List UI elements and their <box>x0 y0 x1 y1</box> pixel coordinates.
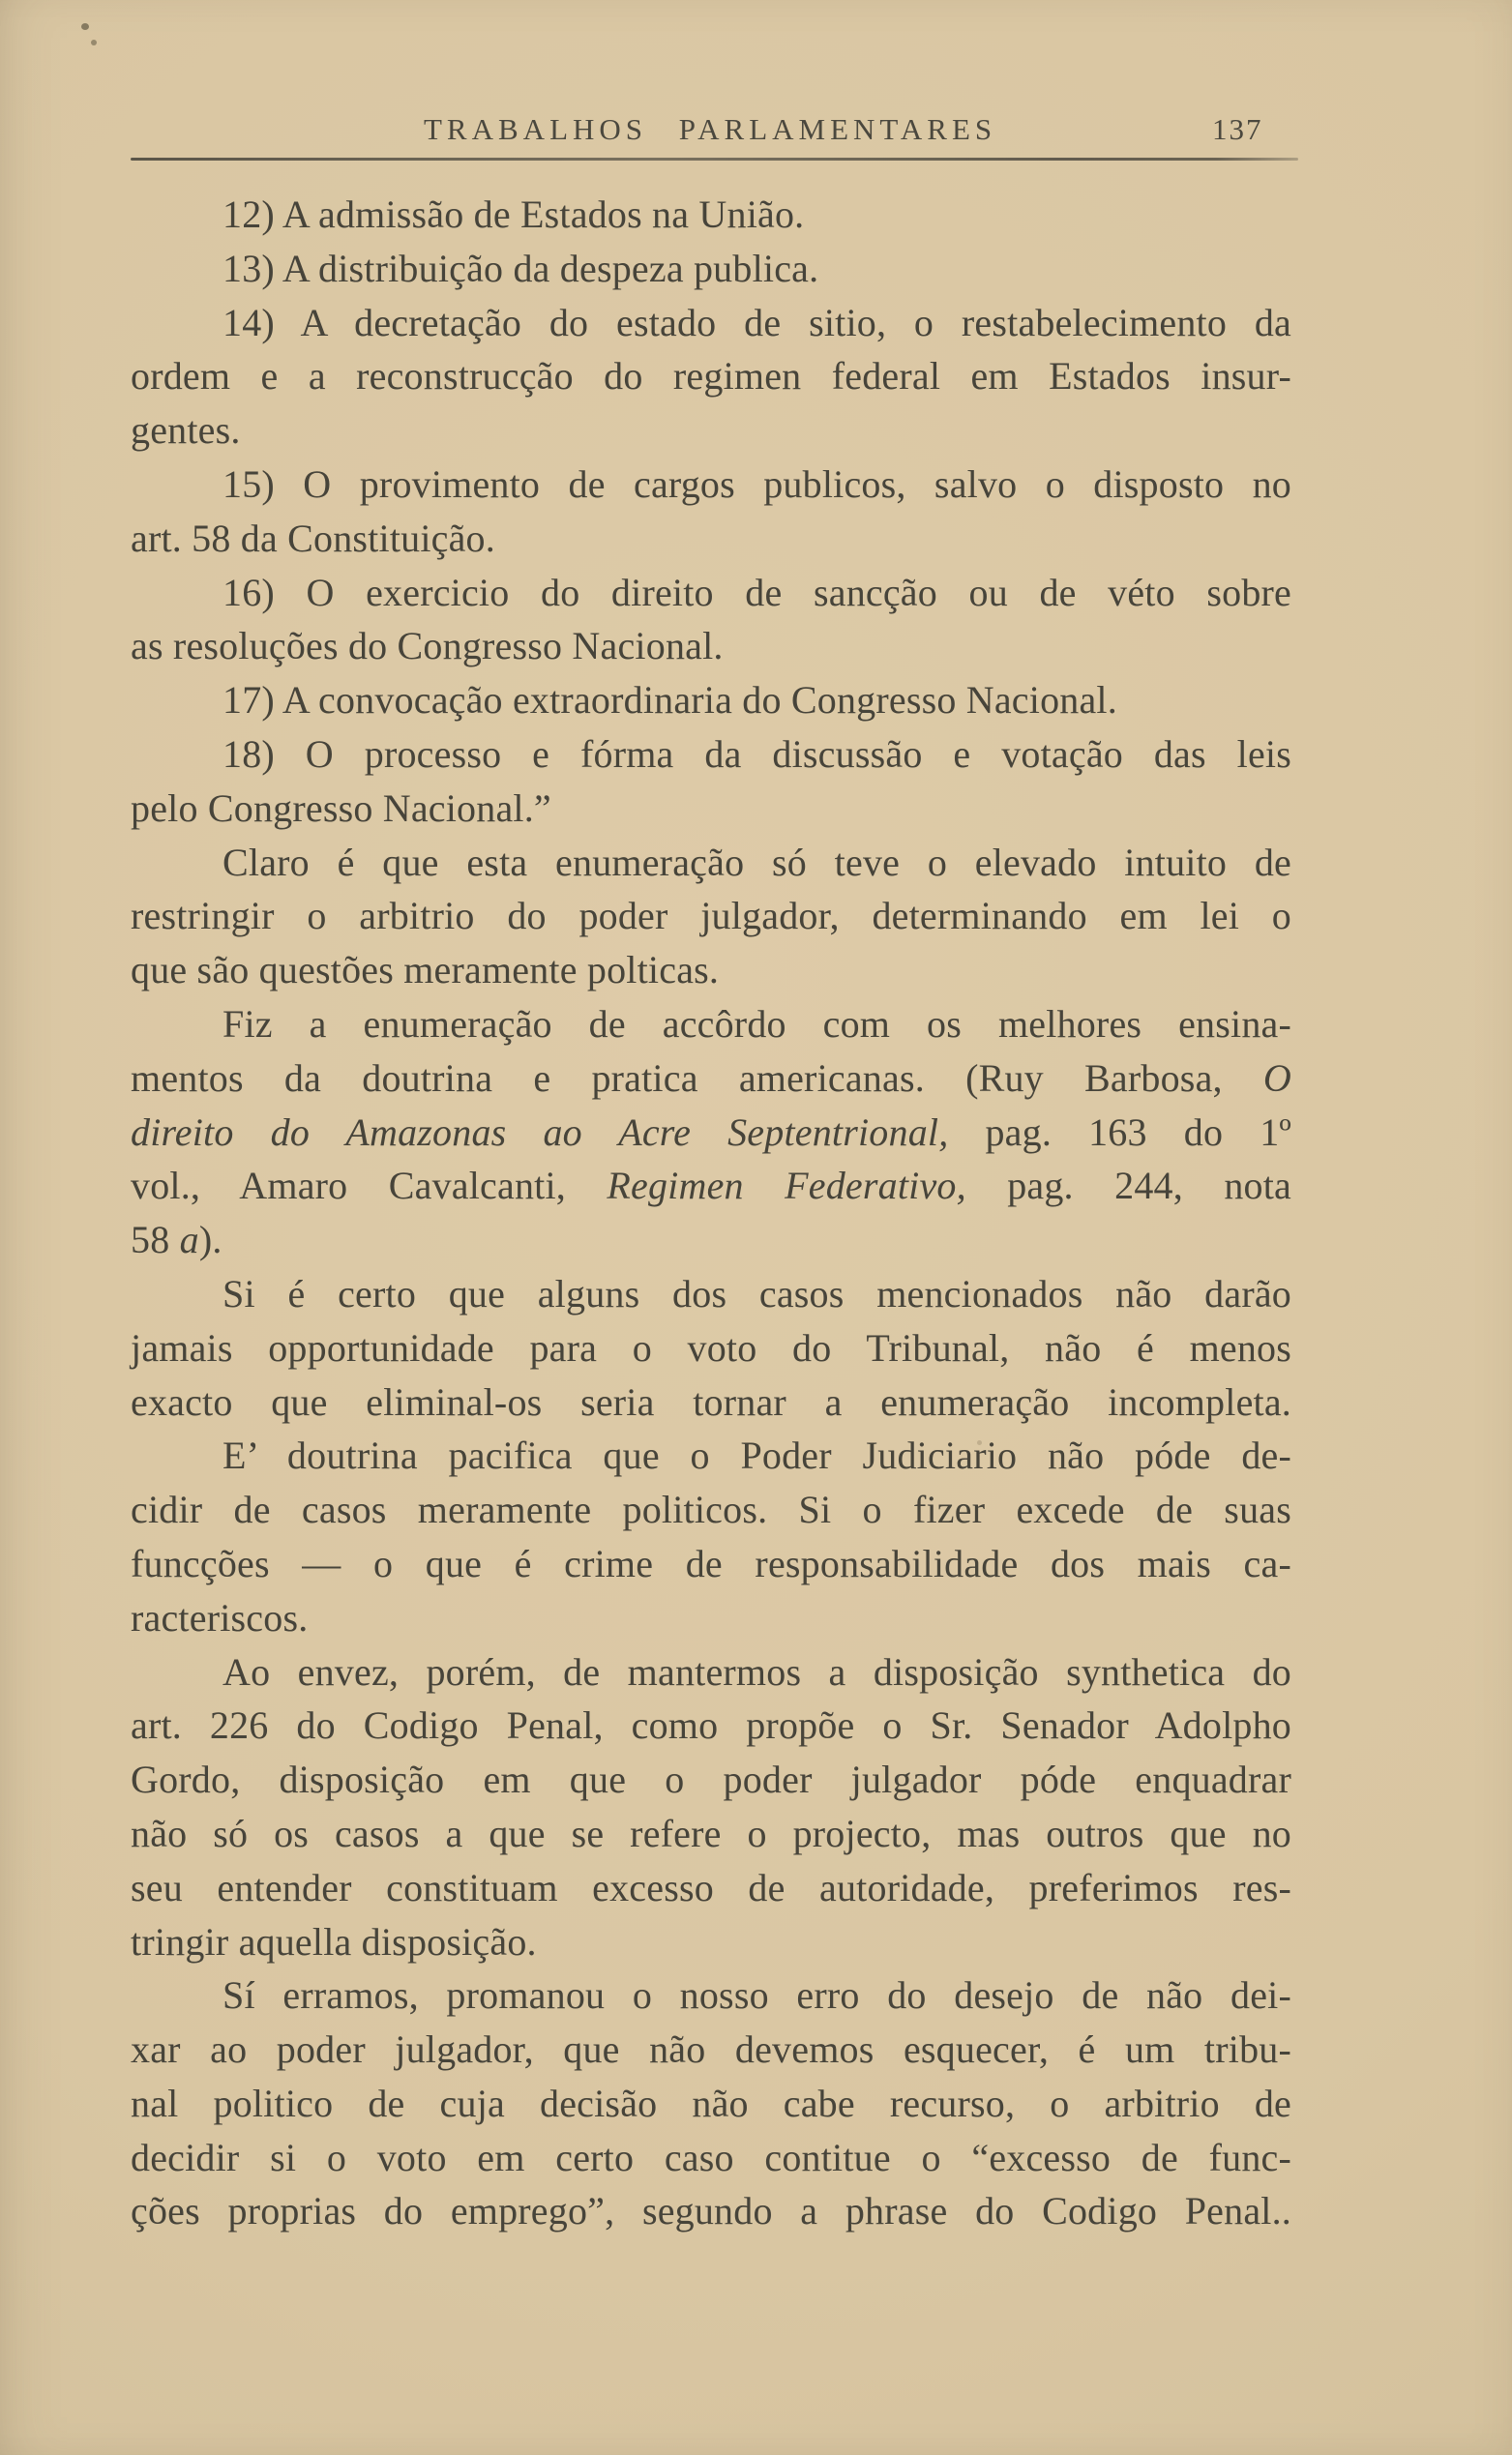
text-line: que são questões meramente polticas. <box>131 948 720 992</box>
paragraph <box>131 1968 1291 2238</box>
text-line: jamais opportunidade para o voto do Tribunal, não é menos <box>131 1325 1291 1370</box>
paragraph <box>131 458 1291 566</box>
text-line: art. 58 da Constituição. <box>131 516 495 560</box>
text-line: Ao envez, porém, de mantermos a disposição synthetica do <box>222 1649 1291 1694</box>
text-line: ordem e a reconstrucção do regimen federal em Estados insur- <box>131 354 1291 399</box>
text-line: seu entender constituam excesso de autoridade, preferimos res- <box>131 1865 1291 1909</box>
text-line: vol., Amaro Cavalcanti, Regimen Federativo, pag. 244, nota <box>131 1164 1291 1208</box>
paragraph <box>131 727 1291 836</box>
page-number: 137 <box>1212 112 1263 146</box>
text-line: não só os casos a que se refere o projecto, mas outros que no <box>131 1811 1291 1855</box>
text-line: Claro é que esta enumeração só teve o elevado intuito de <box>222 840 1291 884</box>
paragraph <box>131 296 1291 458</box>
text-line: xar ao poder julgador, que não devemos esquecer, é um tribu- <box>131 2027 1291 2072</box>
text-line: 16) O exercicio do direito de sancção ou de véto sobre <box>222 570 1291 614</box>
paragraph <box>131 1645 1291 1969</box>
text-line: restringir o arbitrio do poder julgador, determinando em lei o <box>131 894 1291 938</box>
text-line: 12) A admissão de Estados na União. <box>222 192 805 236</box>
paper-speck <box>91 40 97 45</box>
paragraph <box>131 566 1291 674</box>
text-line: exacto que eliminal-os seria tornar a enumeração incompleta. <box>131 1379 1291 1424</box>
paragraph <box>131 242 1291 296</box>
paragraph <box>131 673 1291 727</box>
running-header-title: TRABALHOS PARLAMENTARES <box>424 112 997 146</box>
text-line: 14) A decretação do estado de sitio, o restabelecimento da <box>222 300 1291 344</box>
header-rule <box>131 158 1298 161</box>
text-line: mentos da doutrina e pratica americanas. (Ruy Barbosa, O <box>131 1055 1291 1100</box>
paragraph <box>131 997 1291 1267</box>
text-line: 18) O processo e fórma da discussão e votação das leis <box>222 731 1291 776</box>
paragraph <box>131 1429 1291 1644</box>
text-line: tringir aquella disposição. <box>131 1919 537 1964</box>
paragraph <box>131 188 1291 242</box>
text-line: ções proprias do emprego”, segundo a phrase do Codigo Penal.. <box>131 2189 1291 2233</box>
paragraph <box>131 1267 1291 1429</box>
text-line: funcções — o que é crime de responsabilidade dos mais ca- <box>131 1541 1291 1585</box>
paper-speck <box>81 23 89 30</box>
text-line: 15) O provimento de cargos publicos, salvo o disposto no <box>222 461 1291 506</box>
text-line: as resoluções do Congresso Nacional. <box>131 624 724 668</box>
text-line: Fiz a enumeração de accôrdo com os melhores ensina- <box>222 1001 1291 1046</box>
text-line: Si é certo que alguns dos casos mencionados não darão <box>222 1271 1291 1316</box>
text-line: direito do Amazonas ao Acre Septentrional, pag. 163 do 1º <box>131 1109 1292 1154</box>
paragraph <box>131 836 1291 997</box>
text-line: decidir si o voto em certo caso contitue o “excesso de func- <box>131 2135 1291 2179</box>
text-line: pelo Congresso Nacional.” <box>131 785 551 830</box>
text-line: 58 a). <box>131 1218 222 1262</box>
text-line: gentes. <box>131 408 241 453</box>
text-line: nal politico de cuja decisão não cabe recurso, o arbitrio de <box>131 2081 1291 2125</box>
text-line: 17) A convocação extraordinaria do Congresso Nacional. <box>222 678 1117 723</box>
page-body <box>131 188 1291 2238</box>
text-line: 13) A distribuição da despeza publica. <box>222 246 819 290</box>
text-line: Gordo, disposição em que o poder julgador póde enquadrar <box>131 1758 1291 1802</box>
text-line: E’ doutrina pacifica que o Poder Judiciario não póde de- <box>222 1434 1291 1478</box>
text-line: art. 226 do Codigo Penal, como propõe o Sr. Senador Adolpho <box>131 1703 1291 1748</box>
text-line: racteriscos. <box>131 1595 309 1640</box>
text-line: Sí erramos, promanou o nosso erro do desejo de não dei- <box>222 1973 1291 2018</box>
text-line: cidir de casos meramente politicos. Si o fizer excede de suas <box>131 1488 1291 1532</box>
